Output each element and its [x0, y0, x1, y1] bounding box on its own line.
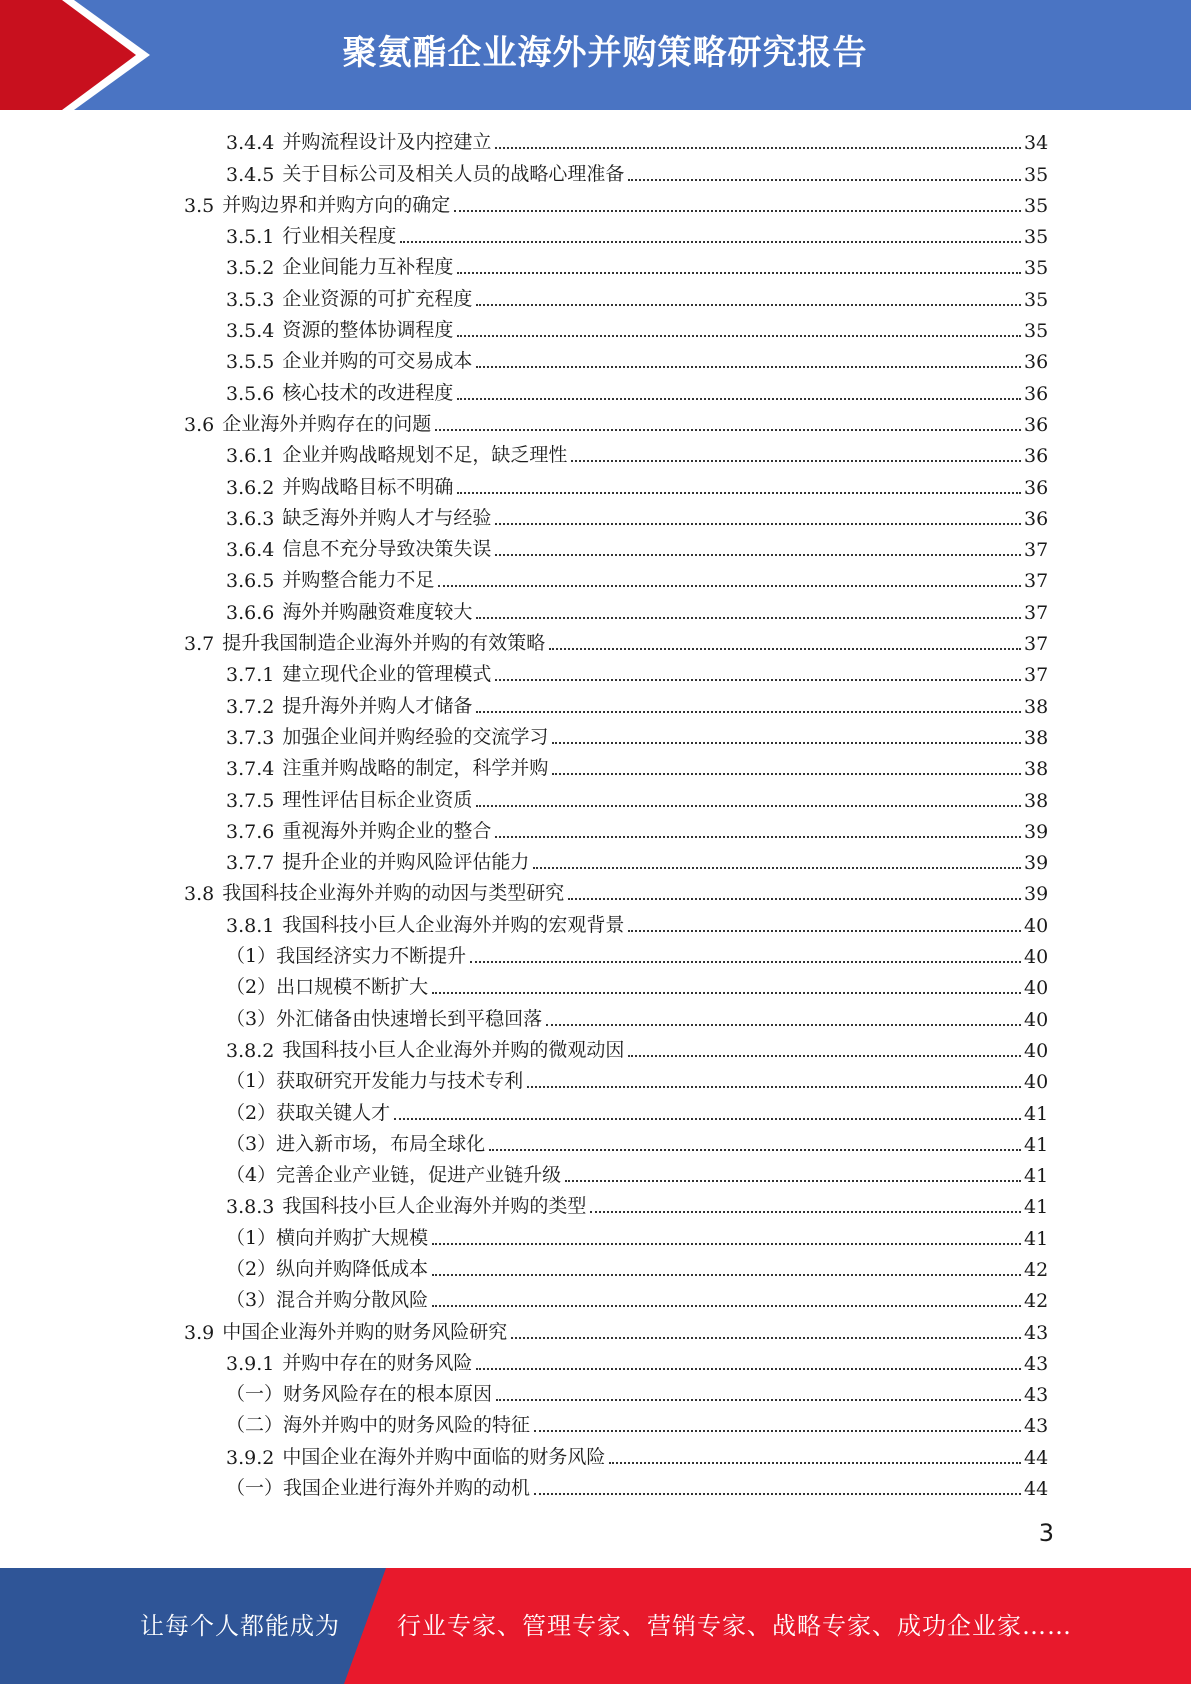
toc-entry[interactable] [0, 346, 1191, 377]
toc-dot-leader [454, 210, 1021, 212]
toc-entry[interactable] [0, 190, 1191, 221]
toc-entry-number: 3.7.2 [226, 695, 275, 718]
toc-entry-number: 3.7.6 [226, 820, 275, 843]
toc-entry-page: 36 [1024, 413, 1049, 436]
toc-entry-number: 3.8.2 [226, 1039, 275, 1062]
toc-entry-title: 重视海外并购企业的整合 [282, 819, 492, 842]
toc-entry-number: 3.6.5 [226, 570, 275, 593]
toc-entry-page: 44 [1024, 1446, 1049, 1469]
toc-entry-number: （4） [226, 1164, 277, 1187]
toc-entry[interactable] [0, 377, 1191, 408]
toc-entry-page: 40 [1024, 977, 1049, 1000]
toc-dot-leader [495, 554, 1021, 556]
toc-entry[interactable] [0, 816, 1191, 847]
toc-dot-leader [571, 460, 1021, 462]
toc-entry-number: （1） [226, 1070, 277, 1093]
toc-dot-leader [394, 1118, 1021, 1120]
toc-entry-number: （3） [226, 1289, 277, 1312]
toc-entry-page: 36 [1024, 351, 1049, 374]
toc-entry-title: 加强企业间并购经验的交流学习 [282, 725, 549, 748]
toc-entry-page: 40 [1024, 1071, 1049, 1094]
toc-entry[interactable] [0, 1316, 1191, 1347]
toc-entry-title: 并购流程设计及内控建立 [282, 131, 492, 154]
toc-entry-title: 完善企业产业链，促进产业链升级 [276, 1164, 562, 1187]
page-header [0, 0, 1191, 110]
toc-entry-title: 行业相关程度 [282, 225, 397, 248]
toc-entry[interactable] [0, 565, 1191, 596]
toc-entry[interactable] [0, 659, 1191, 690]
toc-entry-page: 37 [1024, 664, 1049, 687]
toc-entry-number: 3.6.2 [226, 476, 275, 499]
toc-entry-page: 43 [1024, 1415, 1049, 1438]
toc-entry-page: 43 [1024, 1321, 1049, 1344]
toc-entry-number: （3） [226, 1132, 277, 1155]
toc-dot-leader [495, 836, 1021, 838]
toc-entry-page: 34 [1024, 132, 1049, 155]
toc-entry-title: 出口规模不断扩大 [276, 976, 429, 999]
toc-dot-leader [495, 147, 1021, 149]
toc-dot-leader [457, 398, 1021, 400]
toc-entry[interactable] [0, 784, 1191, 815]
toc-dot-leader [568, 898, 1021, 900]
toc-dot-leader [552, 742, 1021, 744]
toc-entry-page: 35 [1024, 320, 1049, 343]
toc-entry[interactable] [0, 753, 1191, 784]
toc-entry-number: 3.4.4 [226, 132, 275, 155]
toc-entry-number: 3.5.5 [226, 351, 275, 374]
toc-entry-number: （二） [226, 1414, 284, 1437]
toc-entry-number: 3.5 [184, 194, 215, 217]
toc-dot-leader [534, 1493, 1021, 1495]
toc-entry[interactable] [0, 503, 1191, 534]
report-title: 聚氨酯企业海外并购策略研究报告 [342, 33, 868, 73]
toc-entry[interactable] [0, 1473, 1191, 1504]
toc-dot-leader [628, 1055, 1021, 1057]
toc-entry-number: 3.7 [184, 633, 215, 656]
toc-dot-leader [496, 1399, 1021, 1401]
toc-entry-page: 36 [1024, 507, 1049, 530]
toc-entry-number: （1） [226, 1226, 277, 1249]
toc-entry-title: 建立现代企业的管理模式 [282, 663, 492, 686]
toc-entry-page: 40 [1024, 1008, 1049, 1031]
toc-entry-title: 提升海外并购人才储备 [282, 694, 473, 717]
toc-dot-leader [495, 679, 1021, 681]
toc-dot-leader [534, 1430, 1021, 1432]
toc-entry-title: 我国科技小巨人企业海外并购的微观动因 [282, 1038, 625, 1061]
toc-entry-title: 横向并购扩大规模 [276, 1226, 429, 1249]
page-number: 3 [1038, 1519, 1054, 1547]
toc-entry[interactable] [0, 1191, 1191, 1222]
toc-entry-page: 35 [1024, 163, 1049, 186]
toc-entry-number: （一） [226, 1477, 284, 1500]
toc-entry-title: 企业并购战略规划不足，缺乏理性 [282, 444, 568, 467]
toc-dot-leader [511, 1337, 1021, 1339]
toc-dot-leader [565, 1180, 1021, 1182]
footer-slogan-left: 让每个人都能成为 [140, 1612, 340, 1640]
toc-entry[interactable] [0, 283, 1191, 314]
toc-entry-page: 37 [1024, 570, 1049, 593]
toc-entry-page: 36 [1024, 445, 1049, 468]
toc-entry-title: 并购中存在的财务风险 [282, 1351, 473, 1374]
toc-dot-leader [432, 1274, 1021, 1276]
toc-entry[interactable] [0, 1160, 1191, 1191]
toc-entry-number: （3） [226, 1007, 277, 1030]
toc-entry-page: 41 [1024, 1165, 1049, 1188]
toc-entry-title: 理性评估目标企业资质 [282, 788, 473, 811]
toc-entry-number: 3.6.6 [226, 601, 275, 624]
toc-entry-number: 3.6.1 [226, 445, 275, 468]
toc-entry-title: 并购边界和并购方向的确定 [222, 193, 451, 216]
toc-entry-page: 35 [1024, 257, 1049, 280]
toc-entry-number: 3.7.3 [226, 726, 275, 749]
toc-entry-page: 43 [1024, 1352, 1049, 1375]
toc-entry[interactable] [0, 315, 1191, 346]
table-of-contents [0, 127, 1191, 1504]
toc-entry-number: 3.7.7 [226, 852, 275, 875]
toc-entry-page: 41 [1024, 1133, 1049, 1156]
toc-entry[interactable] [0, 409, 1191, 440]
toc-entry-title: 纵向并购降低成本 [276, 1257, 429, 1280]
toc-entry[interactable] [0, 847, 1191, 878]
toc-entry-number: 3.4.5 [226, 163, 275, 186]
toc-dot-leader [552, 773, 1021, 775]
toc-entry[interactable] [0, 1410, 1191, 1441]
page-footer [0, 1568, 1191, 1684]
toc-entry-title: 获取研究开发能力与技术专利 [276, 1070, 524, 1093]
toc-entry-title: 企业资源的可扩充程度 [282, 287, 473, 310]
toc-entry-title: 混合并购分散风险 [276, 1289, 429, 1312]
toc-entry-page: 37 [1024, 601, 1049, 624]
toc-entry[interactable] [0, 722, 1191, 753]
toc-entry-page: 35 [1024, 288, 1049, 311]
toc-dot-leader [628, 179, 1021, 181]
toc-dot-leader [432, 1243, 1021, 1245]
toc-dot-leader [435, 429, 1021, 431]
toc-entry-page: 38 [1024, 789, 1049, 812]
toc-dot-leader [438, 585, 1021, 587]
toc-dot-leader [470, 961, 1021, 963]
toc-entry[interactable] [0, 596, 1191, 627]
toc-entry-page: 40 [1024, 946, 1049, 969]
toc-entry-number: （2） [226, 976, 277, 999]
toc-dot-leader [476, 711, 1021, 713]
toc-dot-leader [546, 1024, 1021, 1026]
toc-dot-leader [476, 1368, 1021, 1370]
toc-dot-leader [432, 1305, 1021, 1307]
toc-entry-number: 3.8.3 [226, 1196, 275, 1219]
toc-entry[interactable] [0, 158, 1191, 189]
toc-entry-title: 关于目标公司及相关人员的战略心理准备 [282, 162, 625, 185]
toc-entry-title: 获取关键人才 [276, 1101, 391, 1124]
toc-dot-leader [533, 867, 1021, 869]
toc-dot-leader [476, 617, 1021, 619]
toc-entry-title: 并购战略目标不明确 [282, 475, 454, 498]
toc-entry[interactable] [0, 1129, 1191, 1160]
toc-entry-title: 企业间能力互补程度 [282, 256, 454, 279]
toc-entry-page: 41 [1024, 1102, 1049, 1125]
toc-entry-number: 3.7.1 [226, 664, 275, 687]
toc-entry-number: 3.6 [184, 413, 215, 436]
toc-entry-number: 3.7.4 [226, 758, 275, 781]
toc-entry-number: 3.6.4 [226, 539, 275, 562]
toc-entry-title: 提升企业的并购风险评估能力 [282, 851, 530, 874]
toc-dot-leader [476, 366, 1021, 368]
toc-entry-title: 财务风险存在的根本原因 [283, 1383, 493, 1406]
toc-entry-title: 我国科技小巨人企业海外并购的类型 [282, 1195, 587, 1218]
toc-entry[interactable] [0, 941, 1191, 972]
toc-entry-number: 3.5.6 [226, 382, 275, 405]
toc-entry-page: 42 [1024, 1290, 1049, 1313]
toc-entry-title: 缺乏海外并购人才与经验 [282, 506, 492, 529]
toc-entry-number: （1） [226, 945, 277, 968]
toc-entry-number: 3.5.1 [226, 226, 275, 249]
toc-entry-number: 3.9.1 [226, 1352, 275, 1375]
toc-entry[interactable] [0, 1348, 1191, 1379]
toc-entry-page: 35 [1024, 226, 1049, 249]
toc-dot-leader [527, 1086, 1021, 1088]
toc-entry-page: 39 [1024, 820, 1049, 843]
toc-entry-title: 我国科技小巨人企业海外并购的宏观背景 [282, 913, 625, 936]
toc-entry-title: 并购整合能力不足 [282, 569, 435, 592]
toc-entry-page: 44 [1024, 1478, 1049, 1501]
toc-dot-leader [457, 272, 1021, 274]
toc-dot-leader [400, 241, 1021, 243]
toc-entry-title: 中国企业在海外并购中面临的财务风险 [282, 1445, 606, 1468]
toc-dot-leader [495, 523, 1021, 525]
toc-entry[interactable] [0, 252, 1191, 283]
toc-entry-page: 40 [1024, 914, 1049, 937]
toc-entry-page: 37 [1024, 539, 1049, 562]
toc-entry-page: 35 [1024, 194, 1049, 217]
toc-entry-page: 38 [1024, 726, 1049, 749]
toc-entry-number: 3.5.3 [226, 288, 275, 311]
toc-entry-number: 3.8 [184, 883, 215, 906]
toc-dot-leader [457, 492, 1021, 494]
toc-entry-title: 资源的整体协调程度 [282, 319, 454, 342]
toc-entry[interactable] [0, 628, 1191, 659]
toc-entry-number: 3.5.2 [226, 257, 275, 280]
toc-entry-page: 37 [1024, 633, 1049, 656]
toc-dot-leader [432, 992, 1021, 994]
toc-dot-leader [549, 648, 1021, 650]
toc-entry-number: 3.8.1 [226, 914, 275, 937]
toc-entry-number: （2） [226, 1101, 277, 1124]
toc-entry[interactable] [0, 534, 1191, 565]
toc-dot-leader [476, 304, 1021, 306]
toc-dot-leader [609, 1462, 1021, 1464]
toc-dot-leader [476, 805, 1021, 807]
toc-entry[interactable] [0, 1441, 1191, 1472]
toc-dot-leader [590, 1211, 1021, 1213]
toc-dot-leader [457, 335, 1021, 337]
toc-entry[interactable] [0, 1254, 1191, 1285]
toc-entry[interactable] [0, 1222, 1191, 1253]
toc-entry[interactable] [0, 1003, 1191, 1034]
toc-entry-page: 39 [1024, 883, 1049, 906]
toc-entry[interactable] [0, 909, 1191, 940]
toc-entry[interactable] [0, 440, 1191, 471]
toc-entry-page: 38 [1024, 758, 1049, 781]
footer-slogan-right: 行业专家、管理专家、营销专家、战略专家、成功企业家…… [397, 1612, 1072, 1640]
toc-entry-title: 海外并购融资难度较大 [282, 600, 473, 623]
toc-entry[interactable] [0, 1035, 1191, 1066]
toc-entry-title: 核心技术的改进程度 [282, 381, 454, 404]
toc-dot-leader [489, 1149, 1021, 1151]
toc-entry-page: 39 [1024, 852, 1049, 875]
toc-entry[interactable] [0, 127, 1191, 158]
toc-entry[interactable] [0, 1285, 1191, 1316]
toc-entry-title: 我国企业进行海外并购的动机 [283, 1477, 531, 1500]
toc-entry-page: 41 [1024, 1227, 1049, 1250]
toc-entry[interactable] [0, 878, 1191, 909]
toc-entry[interactable] [0, 1097, 1191, 1128]
toc-entry-page: 41 [1024, 1196, 1049, 1219]
toc-entry-page: 40 [1024, 1039, 1049, 1062]
toc-entry-number: 3.5.4 [226, 320, 275, 343]
toc-entry[interactable] [0, 690, 1191, 721]
toc-entry-title: 企业海外并购存在的问题 [222, 412, 432, 435]
toc-entry[interactable] [0, 1379, 1191, 1410]
toc-entry-number: 3.9 [184, 1321, 215, 1344]
toc-entry-page: 38 [1024, 695, 1049, 718]
toc-entry[interactable] [0, 972, 1191, 1003]
toc-entry-number: （一） [226, 1383, 284, 1406]
toc-entry-title: 进入新市场，布局全球化 [276, 1132, 486, 1155]
toc-entry-number: 3.9.2 [226, 1446, 275, 1469]
toc-entry-number: （2） [226, 1257, 277, 1280]
toc-entry-title: 企业并购的可交易成本 [282, 350, 473, 373]
toc-entry-page: 43 [1024, 1384, 1049, 1407]
toc-entry-number: 3.7.5 [226, 789, 275, 812]
toc-entry-title: 外汇储备由快速增长到平稳回落 [276, 1007, 543, 1030]
toc-entry-title: 中国企业海外并购的财务风险研究 [222, 1320, 508, 1343]
toc-entry[interactable] [0, 221, 1191, 252]
toc-entry-page: 36 [1024, 382, 1049, 405]
toc-dot-leader [628, 930, 1021, 932]
toc-entry-title: 海外并购中的财务风险的特征 [283, 1414, 531, 1437]
toc-entry-title: 注重并购战略的制定，科学并购 [282, 757, 549, 780]
toc-entry-page: 36 [1024, 476, 1049, 499]
toc-entry[interactable] [0, 471, 1191, 502]
toc-entry-title: 我国经济实力不断提升 [276, 945, 467, 968]
toc-entry-number: 3.6.3 [226, 507, 275, 530]
toc-entry-title: 提升我国制造企业海外并购的有效策略 [222, 632, 546, 655]
toc-entry-page: 42 [1024, 1258, 1049, 1281]
toc-entry[interactable] [0, 1066, 1191, 1097]
toc-entry-title: 信息不充分导致决策失误 [282, 538, 492, 561]
toc-entry-title: 我国科技企业海外并购的动因与类型研究 [222, 882, 565, 905]
